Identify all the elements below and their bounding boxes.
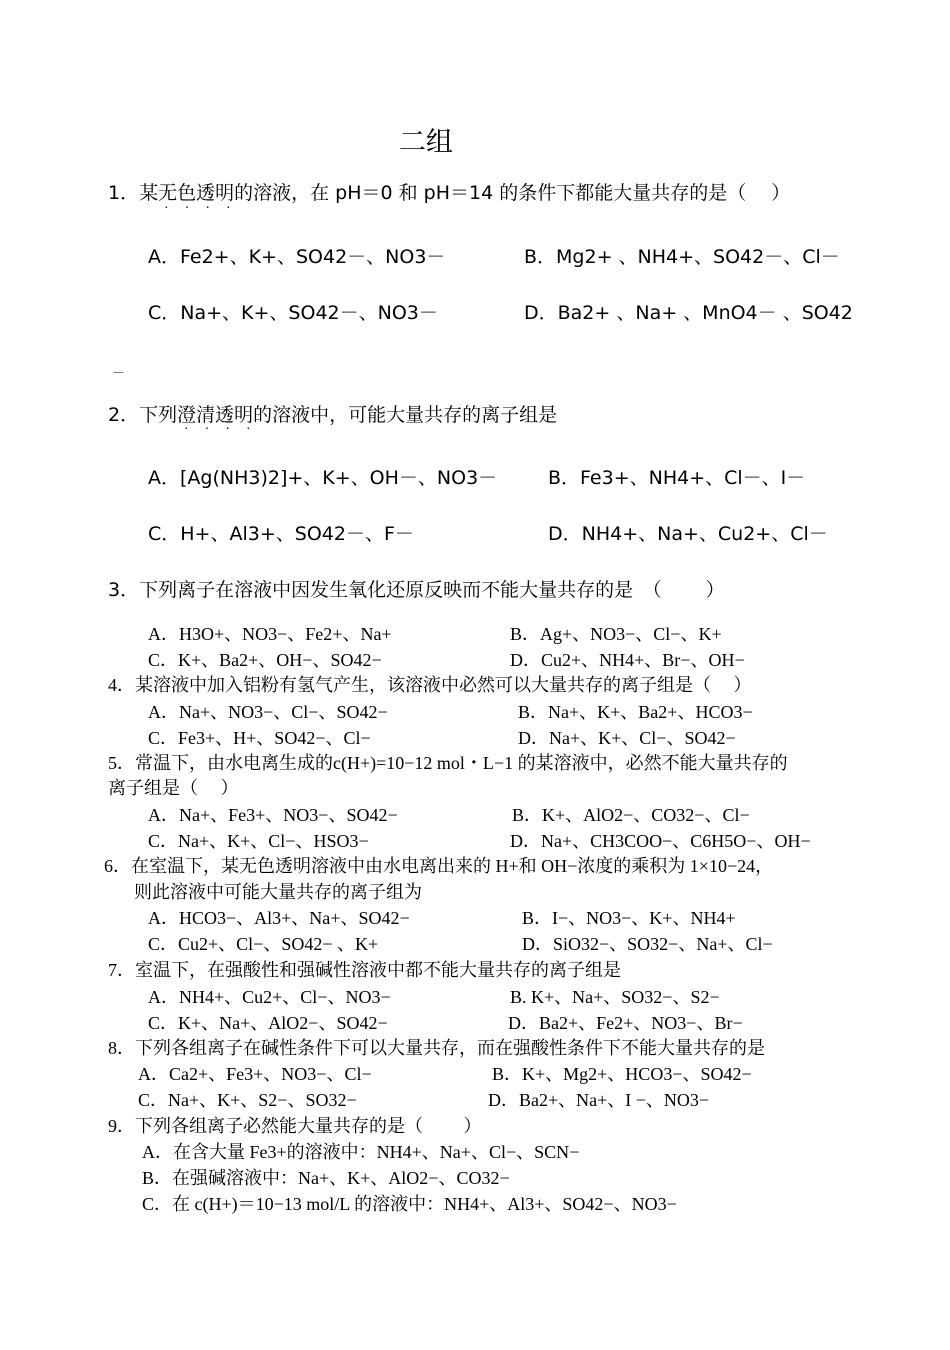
q6-stem-line-2: 则此溶液中可能大量共存的离子组为 <box>134 882 422 902</box>
page-title: 二组 <box>399 127 453 158</box>
q1-option-c: C．Na+、K+、SO42－、NO3－ <box>148 302 438 324</box>
q5-option-b: B．K+、AlO2−、CO32−、Cl− <box>512 805 750 825</box>
q4-stem: 4．某溶液中加入铝粉有氢气产生，该溶液中必然可以大量共存的离子组是（ ） <box>108 675 752 695</box>
q4-option-c: C．Fe3+、H+、SO42−、Cl− <box>148 728 371 748</box>
q6-option-b: B．I−、NO3−、K+、NH4+ <box>522 908 736 928</box>
q3-option-d: D．Cu2+、NH4+、Br−、OH− <box>510 650 745 670</box>
q9-option-b: B．在强碱溶液中：Na+、K+、AlO2−、CO32− <box>142 1168 510 1188</box>
q7-option-a: A．NH4+、Cu2+、Cl−、NO3− <box>148 987 391 1007</box>
q5-option-c: C．Na+、K+、Cl−、HSO3− <box>148 831 369 851</box>
q2-option-a: A．[Ag(NH3)2]+、K+、OH－、NO3－ <box>148 467 498 489</box>
q4-option-d: D．Na+、K+、Cl−、SO42− <box>518 728 736 748</box>
q7-stem: 7．室温下，在强酸性和强碱性溶液中都不能大量共存的离子组是 <box>108 960 621 980</box>
q2-option-c: C．H+、Al3+、SO42－、F－ <box>148 523 414 545</box>
q5-stem: 5．常温下，由水电离生成的c(H+)=10−12 mol・L−1 的某溶液中，必然不能大量共存的 <box>108 753 788 773</box>
q8-option-c: C．Na+、K+、S2−、SO32− <box>138 1090 357 1110</box>
q3-option-c: C．K+、Ba2+、OH−、SO42− <box>148 650 382 670</box>
q1-option-b: B．Mg2+ 、NH4+、SO42－、Cl－ <box>524 246 840 268</box>
q3-option-a: A．H3O+、NO3−、Fe2+、Na+ <box>148 624 392 644</box>
q6-option-d: D．SiO32−、SO32−、Na+、Cl− <box>522 934 773 954</box>
q5-stem-line-2: 离子组是（ ） <box>108 778 239 798</box>
q3-stem: 3．下列离子在溶液中因发生氧化还原反映而不能大量共存的是 （ ） <box>108 579 725 601</box>
q2-option-b: B．Fe3+、NH4+、Cl－、I－ <box>548 467 806 489</box>
q7-option-c: C．K+、Na+、AlO2−、SO42− <box>148 1013 388 1033</box>
q4-option-a: A．Na+、NO3−、Cl−、SO42− <box>148 702 388 722</box>
q9-stem: 9．下列各组离子必然能大量共存的是（ ） <box>108 1116 482 1136</box>
q6-option-a: A．HCO3−、Al3+、Na+、SO42− <box>148 908 410 928</box>
q3-option-b: B．Ag+、NO3−、Cl−、K+ <box>510 624 722 644</box>
q6-stem: 6．在室温下，某无色透明溶液中由水电离出来的 H+和 OH−浓度的乘积为 1×10−24， <box>104 856 774 876</box>
q9-option-a: A．在含大量 Fe3+的溶液中：NH4+、Na+、Cl−、SCN− <box>142 1142 580 1162</box>
q7-option-b: B. K+、Na+、SO32−、S2− <box>510 987 720 1007</box>
q2-option-d: D．NH4+、Na+、Cu2+、Cl－ <box>548 523 828 545</box>
q1-option-d: D．Ba2+ 、Na+ 、MnO4－ 、SO42 <box>524 302 853 324</box>
q8-option-d: D．Ba2+、Na+、I −、NO3− <box>488 1090 710 1110</box>
q9-option-c: C．在 c(H+)＝10−13 mol/L 的溶液中：NH4+、Al3+、SO42−、NO3− <box>142 1194 677 1214</box>
q2-stem: 2．下列澄清透明的溶液中，可能大量共存的离子组是 <box>108 404 558 426</box>
q1-emphasis-dots: ···· <box>164 201 247 216</box>
q8-option-a: A．Ca2+、Fe3+、NO3−、Cl− <box>138 1064 372 1084</box>
q8-stem: 8．下列各组离子在碱性条件下可以大量共存，而在强酸性条件下不能大量共存的是 <box>108 1038 765 1058</box>
q4-option-b: B．Na+、K+、Ba2+、HCO3− <box>518 702 753 722</box>
q5-option-a: A．Na+、Fe3+、NO3−、SO42− <box>148 805 398 825</box>
q1-option-d-tail: － <box>112 366 126 381</box>
q8-option-b: B．K+、Mg2+、HCO3−、SO42− <box>492 1064 752 1084</box>
q2-emphasis-dots: ···· <box>184 422 267 437</box>
q1-stem: 1．某无色透明的溶液，在 pH＝0 和 pH＝14 的条件下都能大量共存的是（ ） <box>108 182 791 204</box>
q1-option-a: A．Fe2+、K+、SO42－、NO3－ <box>148 246 446 268</box>
q6-option-c: C．Cu2+、Cl−、SO42− 、K+ <box>148 934 379 954</box>
q5-option-d: D．Na+、CH3COO−、C6H5O−、OH− <box>510 831 811 851</box>
q7-option-d: D．Ba2+、Fe2+、NO3−、Br− <box>508 1013 743 1033</box>
